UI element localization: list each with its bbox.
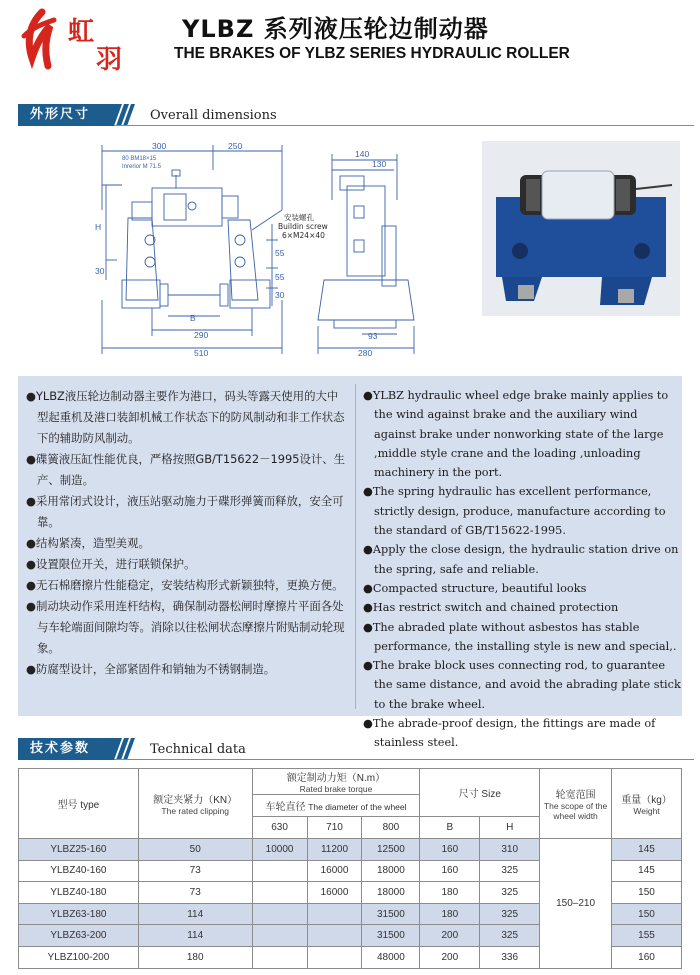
feature-cn-8: ●防腐型设计，全部紧固件和销轴为不锈钢制造。 <box>26 662 276 676</box>
logo-char-1: 虹 <box>68 17 95 47</box>
table-cell <box>252 882 307 904</box>
table-cell <box>307 903 362 925</box>
header-d800: 800 <box>362 817 420 839</box>
banner-slash-decoration <box>110 738 150 760</box>
table-cell: 73 <box>138 882 252 904</box>
banner-slash-decoration <box>110 104 150 126</box>
feature-cn-3: ●采用常闭式设计，液压站驱动施力于碟形弹簧而释放，安全可靠。 <box>26 494 344 529</box>
page-title-cn: YLBZ 系列液压轮边制动器 <box>182 15 489 43</box>
technical-data-table <box>18 768 682 969</box>
table-cell: 31500 <box>362 925 420 947</box>
table-cell: 200 <box>420 925 480 947</box>
table-cell: 325 <box>480 882 540 904</box>
table-cell: YLBZ40-180 <box>19 882 139 904</box>
table-cell <box>252 903 307 925</box>
logo-char-2: 羽 <box>96 45 123 72</box>
dimension-drawing <box>92 140 417 365</box>
table-cell: 150 <box>612 903 682 925</box>
table-cell: 11200 <box>307 839 362 861</box>
feature-en-7: ●The brake block uses connecting rod, to guarantee the same distance, and avoid the abrading plate stick to the brake wheel. <box>363 659 681 711</box>
dim-label-280: 280 <box>358 348 373 358</box>
table-cell <box>307 946 362 968</box>
table-row <box>19 839 682 861</box>
table-cell: YLBZ25-160 <box>19 839 139 861</box>
table-cell: 150 <box>612 882 682 904</box>
company-logo <box>12 6 150 72</box>
dim-label-300: 300 <box>152 141 167 151</box>
mount-hole-label-cn: 安装螺孔 <box>284 213 314 222</box>
drawing-note-2: Inrerior M 71.5 <box>122 164 162 170</box>
table-cell: 310 <box>480 839 540 861</box>
table-cell: 12500 <box>362 839 420 861</box>
dim-label-510: 510 <box>194 348 209 358</box>
description-cn <box>26 386 348 680</box>
dim-label-30-right: 30 <box>275 290 285 300</box>
table-cell: 160 <box>420 860 480 882</box>
mount-hole-label-en: Buildin screw <box>278 222 328 231</box>
dim-label-55-a: 55 <box>275 248 285 258</box>
table-cell <box>252 946 307 968</box>
table-cell: YLBZ63-200 <box>19 925 139 947</box>
table-cell: 336 <box>480 946 540 968</box>
section-rule <box>114 759 694 760</box>
feature-cn-5: ●设置限位开关，进行联锁保护。 <box>26 557 196 571</box>
table-cell <box>252 860 307 882</box>
table-cell: 325 <box>480 903 540 925</box>
dim-label-b: B <box>190 313 196 323</box>
table-cell: 114 <box>138 925 252 947</box>
header-torque: 额定制动力矩（N.m） Rated brake torque <box>252 769 420 795</box>
header-h: H <box>480 817 540 839</box>
product-photo <box>482 141 680 316</box>
description-en <box>363 386 681 753</box>
feature-cn-1: ●YLBZ液压轮边制动器主要作为港口，码头等露天使用的大中型起重机及港口装卸机械工作状态下的防风制动和非工作状态下的辅助防风制动。 <box>26 389 345 445</box>
dim-label-290: 290 <box>194 330 209 340</box>
table-cell: 160 <box>420 839 480 861</box>
drawing-note-1: 80 BM18×15 <box>122 156 157 162</box>
section-title-en: Overall dimensions <box>150 108 277 123</box>
table-cell: YLBZ100-200 <box>19 946 139 968</box>
dim-label-130: 130 <box>372 159 387 169</box>
dim-label-250: 250 <box>228 141 243 151</box>
table-cell: 180 <box>420 903 480 925</box>
header-model: 型号 type <box>19 769 139 839</box>
table-cell: 16000 <box>307 860 362 882</box>
feature-en-8: ●The abrade-proof design, the fittings are made of stainless steel. <box>363 717 656 750</box>
table-cell: YLBZ63-180 <box>19 903 139 925</box>
table-cell: YLBZ40-160 <box>19 860 139 882</box>
table-cell: 73 <box>138 860 252 882</box>
dim-label-140: 140 <box>355 149 370 159</box>
table-cell <box>307 925 362 947</box>
header-wheel-width: 轮宽范围 The scope of the wheel width <box>540 769 612 839</box>
feature-en-5: ●Has restrict switch and chained protection <box>363 601 619 615</box>
table-cell: 200 <box>420 946 480 968</box>
table-cell: 48000 <box>362 946 420 968</box>
section-title-cn: 技术参数 <box>18 738 114 760</box>
header-size: 尺寸 Size <box>420 769 540 817</box>
table-cell: 145 <box>612 839 682 861</box>
header-d710: 710 <box>307 817 362 839</box>
header-weight: 重量（kg） Weight <box>612 769 682 839</box>
table-cell <box>252 925 307 947</box>
dim-label-93: 93 <box>368 331 378 341</box>
header-d630: 630 <box>252 817 307 839</box>
feature-cn-7: ●制动块动作采用连杆结构，确保制动器松闸时摩擦片平面各处与车轮端面间隙均等。消除以往松闸状态摩擦片附贴制动轮现象。 <box>26 599 345 655</box>
feature-en-4: ●Compacted structure, beautiful looks <box>363 581 587 595</box>
page-title-en: THE BRAKES OF YLBZ SERIES HYDRAULIC ROLLER <box>174 45 570 62</box>
feature-cn-6: ●无石棉磨擦片性能稳定，安装结构形式新颖独特，更换方便。 <box>26 578 344 592</box>
table-cell: 325 <box>480 925 540 947</box>
table-cell: 16000 <box>307 882 362 904</box>
header-wheel-diameter: 车轮直径 The diameter of the wheel <box>252 795 420 817</box>
table-cell: 180 <box>420 882 480 904</box>
feature-en-1: ●YLBZ hydraulic wheel edge brake mainly applies to the wind against brake and the auxiliary wind against brake under nonworking state of the large ,middle style crane and the loading ,unloading machinery in the port. <box>363 389 669 480</box>
header-b: B <box>420 817 480 839</box>
feature-en-2: ●The spring hydraulic has excellent performance, strictly design, produce, manufacture according to the standard of GB/T15622-1995. <box>363 485 666 538</box>
section-title-cn: 外形尺寸 <box>18 104 114 126</box>
table-cell: 31500 <box>362 903 420 925</box>
header-clipping-force: 额定夹紧力（KN） The rated clipping <box>138 769 252 839</box>
dim-label-h: H <box>95 222 102 232</box>
dim-label-55-b: 55 <box>275 272 285 282</box>
feature-en-6: ●The abraded plate without asbestos has stable performance, the installing style is new and special,. <box>363 620 677 653</box>
table-cell: 325 <box>480 860 540 882</box>
feature-cn-4: ●结构紧凑，造型美观。 <box>26 536 150 550</box>
table-cell: 18000 <box>362 860 420 882</box>
table-cell: 160 <box>612 946 682 968</box>
dim-label-30-left: 30 <box>95 266 105 276</box>
table-cell: 155 <box>612 925 682 947</box>
description-divider <box>355 384 356 709</box>
section-title-en: Technical data <box>150 742 246 757</box>
table-cell: 10000 <box>252 839 307 861</box>
table-cell: 114 <box>138 903 252 925</box>
wheel-width-range: 150–210 <box>540 839 612 969</box>
feature-cn-2: ●碟簧液压缸性能优良，严格按照GB/T15622－1995设计、生产、制造。 <box>26 452 346 487</box>
table-cell: 180 <box>138 946 252 968</box>
table-cell: 50 <box>138 839 252 861</box>
mount-hole-spec: 6×M24×40 <box>282 231 325 240</box>
table-cell: 145 <box>612 860 682 882</box>
table-cell: 18000 <box>362 882 420 904</box>
section-rule <box>114 125 694 126</box>
feature-en-3: ●Apply the close design, the hydraulic station drive on the spring, safe and reliable. <box>363 543 679 576</box>
